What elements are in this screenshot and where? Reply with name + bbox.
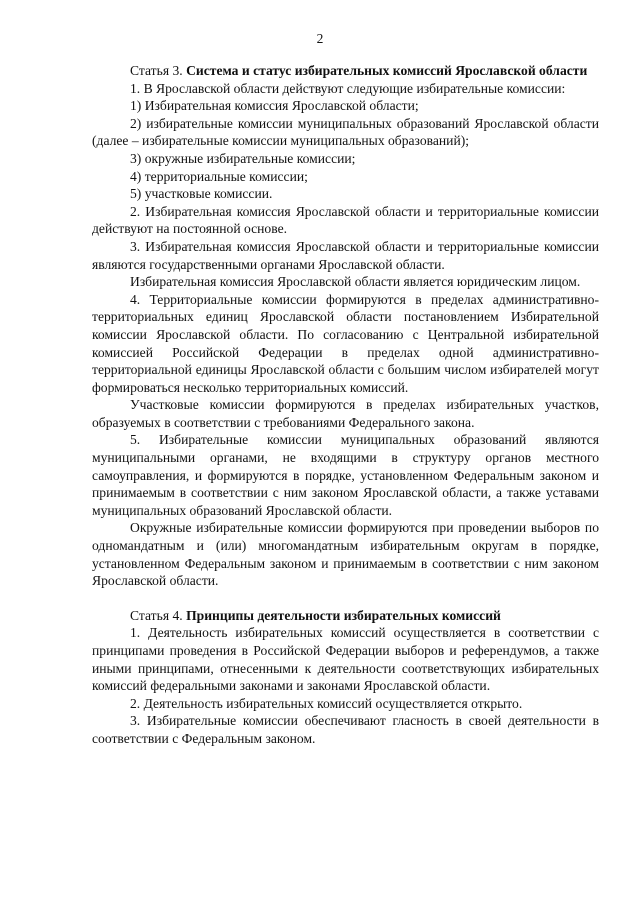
article-3-paragraph: 4) территориальные комиссии; (130, 168, 308, 184)
article-3-paragraph: 5. Избирательные комиссии муниципальных образований являются муниципальными органами, не входящими в структуру органов местного самоуправления, и формируются в порядке, установленном Федеральным законом и принимаемым в соответствии с ним законом Ярославской области, а также уставами муниципальных образований Ярославской области. (92, 432, 599, 518)
article-3-paragraph: Окружные избирательные комиссии формируются при проведении выборов по одномандатным и (или) многомандатным избирательным округам в порядке, установленном Федеральным законом и принимаемым в соответствии с ним законом Ярославской области. (92, 520, 599, 589)
article-4-paragraph: 3. Избирательные комиссии обеспечивают гласность в своей деятельности в соответствии с Федеральным законом. (92, 713, 599, 746)
page-number: 2 (316, 31, 324, 46)
document-body (92, 62, 599, 748)
article-3-paragraph: 5) участковые комиссии. (130, 186, 273, 202)
article-3-paragraph: Участковые комиссии формируются в пределах избирательных участков, образуемых в соответствии с требованиями Федерального закона. (92, 397, 599, 430)
article-3-paragraph: 3) окружные избирательные комиссии; (130, 150, 356, 166)
article-3-paragraph: 1. В Ярославской области действуют следующие избирательные комиссии: (130, 80, 566, 96)
article-3-paragraph: 2. Избирательная комиссия Ярославской области и территориальные комиссии действуют на постоянной основе. (92, 203, 599, 237)
article-4-label: Статья 4. (130, 607, 183, 623)
article-4-paragraph: 1. Деятельность избирательных комиссий осуществляется в соответствии с принципами проведения в Российской Федерации выборов и референдумов, а также иными принципами, отнесенными к деятельности соответствующих избирательных комиссий федеральными законами и законами Ярославской области. (92, 625, 599, 694)
article-3-paragraph: 3. Избирательная комиссия Ярославской области и территориальные комиссии являются государственными органами Ярославской области. (92, 238, 599, 272)
article-4-paragraph: 2. Деятельность избирательных комиссий осуществляется открыто. (130, 695, 523, 711)
article-3-paragraph: Избирательная комиссия Ярославской области является юридическим лицом. (130, 274, 581, 290)
article-3-paragraph: 1) Избирательная комиссия Ярославской области; (130, 98, 419, 114)
article-3-label: Статья 3. (130, 63, 183, 78)
article-3-heading (92, 62, 599, 80)
article-3-title: Система и статус избирательных комиссий Ярославской области (186, 63, 588, 78)
article-3-paragraph: 2) избирательные комиссии муниципальных образований Ярославской области (далее – избирательные комиссии муниципальных образований); (92, 115, 599, 149)
article-3-paragraph: 4. Территориальные комиссии формируются в пределах административно-территориальных единиц Ярославской области постановлением Избирательной комиссии Ярославской области. По согласованию с Центральной избирательной комиссией Российской Федерации в пределах одной административно-территориальной единицы Ярославской области с большим числом избирателей могут формироваться несколько территориальных комиссий. (92, 291, 599, 395)
article-4-heading (92, 607, 599, 625)
article-4-title: Принципы деятельности избирательных комиссий (186, 607, 501, 623)
